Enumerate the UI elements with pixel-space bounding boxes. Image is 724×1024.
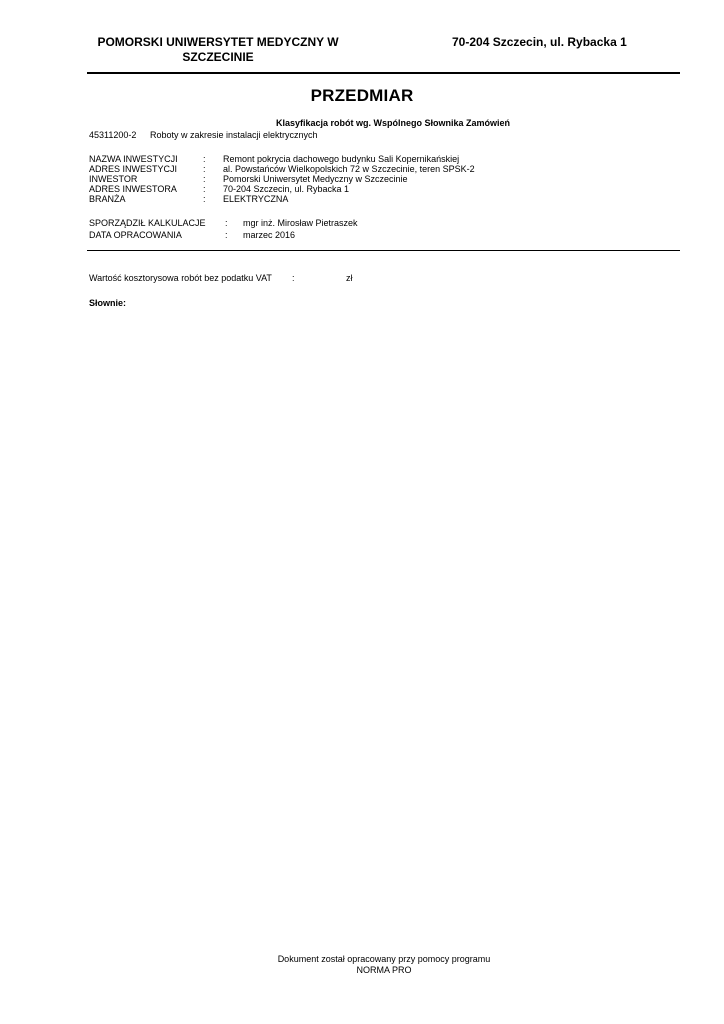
header-divider (87, 72, 680, 74)
classification-description: Roboty w zakresie instalacji elektrycznych (150, 130, 318, 140)
words-label: Słownie: (89, 298, 127, 308)
prepared-by-value: mgr inż. Mirosław Pietraszek (243, 218, 358, 228)
footer-note (0, 954, 724, 976)
cost-currency: zł (346, 273, 353, 283)
institution-address: 70-204 Szczecin, ul. Rybacka 1 (452, 35, 627, 49)
investor-address-label: ADRES INWESTORA (89, 184, 177, 194)
investor-value: Pomorski Uniwersytet Medyczny w Szczecinie (223, 174, 408, 184)
separator: : (203, 174, 206, 184)
branch-value: ELEKTRYCZNA (223, 194, 289, 204)
investment-address-value: al. Powstańców Wielkopolskich 72 w Szczecinie, teren SPSK-2 (223, 164, 475, 174)
date-value: marzec 2016 (243, 230, 296, 240)
separator: : (203, 194, 206, 204)
classification-code: 45311200-2 (89, 130, 137, 140)
date-label: DATA OPRACOWANIA (89, 230, 182, 240)
cost-separator: : (292, 273, 295, 283)
footer-line-2: NORMA PRO (356, 965, 412, 975)
prepared-by-label: SPORZĄDZIŁ KALKULACJE (89, 218, 206, 228)
cost-label: Wartość kosztorysowa robót bez podatku VAT (89, 273, 272, 283)
institution-name: POMORSKI UNIWERSYTET MEDYCZNY W SZCZECINIE (97, 35, 339, 64)
branch-label: BRANŻA (89, 194, 126, 204)
separator: : (203, 154, 206, 164)
investment-address-label: ADRES INWESTYCJI (89, 164, 178, 174)
footer-line-1: Dokument został opracowany przy pomocy programu (277, 954, 491, 964)
investment-name-label: NAZWA INWESTYCJI (89, 154, 178, 164)
investor-address-value: 70-204 Szczecin, ul. Rybacka 1 (223, 184, 350, 194)
document-title: PRZEDMIAR (310, 86, 414, 105)
classification-heading: Klasyfikacja robót wg. Wspólnego Słownika Zamówień (275, 118, 510, 128)
separator: : (203, 184, 206, 194)
investment-name-value: Remont pokrycia dachowego budynku Sali Kopernikańskiej (223, 154, 460, 164)
separator: : (225, 230, 228, 240)
investor-label: INWESTOR (89, 174, 138, 184)
separator: : (225, 218, 228, 228)
section-divider (87, 250, 680, 251)
separator: : (203, 164, 206, 174)
